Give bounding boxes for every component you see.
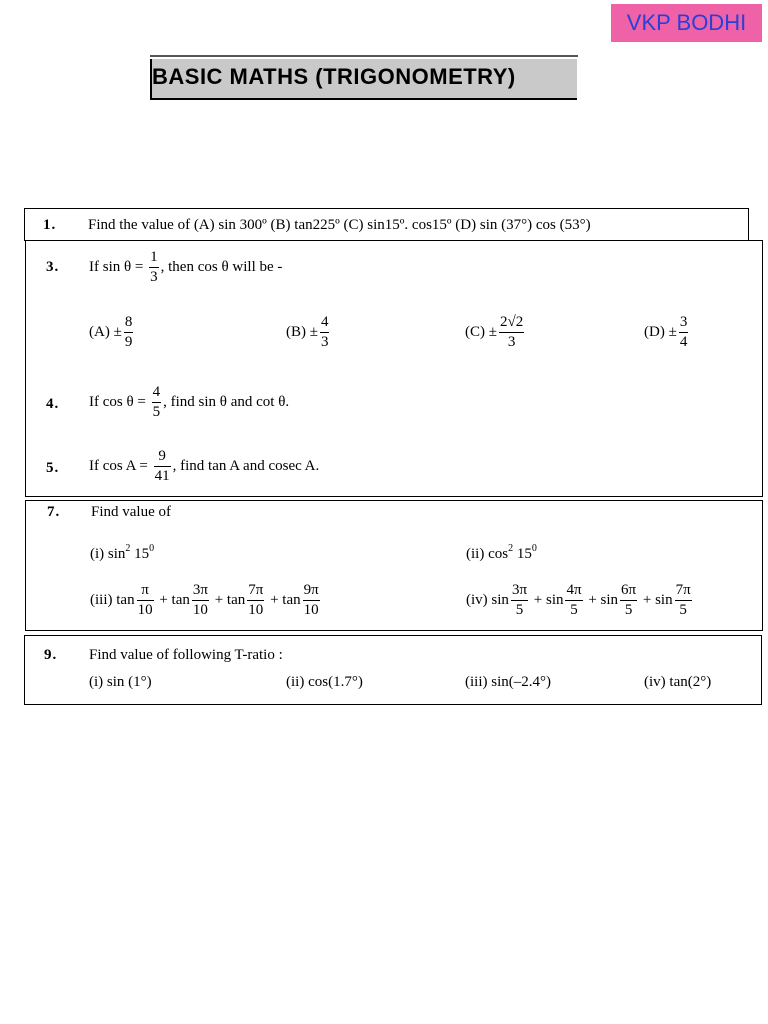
question-9-number: 9. [44, 647, 58, 663]
question-3-pre: If sin θ = [89, 259, 144, 275]
question-7-part-i: (i) $\sin^2 15^0$ [90, 543, 155, 562]
question-3-option-d: (D) ± $\frac{3}{4}$ [644, 314, 688, 351]
question-9-part-iv: (iv) tan(2°) [644, 674, 712, 690]
question-9-part-iii: (iii) sin(–2.4°) [465, 674, 551, 690]
question-3-stem [89, 247, 282, 287]
question-3-option-c: (C) ± $\frac{2√2}{3}$ [465, 314, 524, 351]
question-7-part-iii: (iii) tan $\frac{\pi}{10}$ + tan $\frac{3\pi}{10}$ + tan $\frac{7\pi}{10}$ + tan $\frac{9\pi}{10}$ [90, 582, 319, 619]
question-4-stem: If cos θ = $\frac{4}{5}$ , find sin θ and cot θ. [89, 384, 290, 421]
question-5-number: 5. [46, 460, 60, 476]
question-1-number: 1. [43, 217, 57, 233]
question-9-part-i: (i) sin (1°) [89, 674, 152, 690]
page-title: BASIC MATHS (TRIGONOMETRY) [152, 64, 516, 89]
question-3-post: , then cos θ will be - [160, 259, 283, 275]
question-7-part-ii: (ii) $\cos^2 15^0$ [466, 543, 537, 562]
question-3-fraction: $\frac{1}{3}$ [150, 249, 158, 286]
question-7-part-iv: (iv) sin $\frac{3\pi}{5}$ + sin $\frac{4\pi}{5}$ + sin $\frac{6\pi}{5}$ + sin $\frac{7\pi}{5}$ [466, 582, 691, 619]
question-1-text: Find the value of (A) sin 300º (B) tan225º (C) sin15º. cos15º (D) sin (37°) cos (53°) [88, 217, 591, 233]
question-7-text: Find value of [91, 504, 171, 520]
brand-badge: VKP BODHI [611, 4, 762, 42]
title-rule [150, 55, 578, 57]
question-9-part-ii: (ii) cos(1.7°) [286, 674, 363, 690]
question-4-fraction: $\frac{4}{5}$ [152, 384, 161, 421]
question-7-number: 7. [47, 504, 61, 520]
question-9-text: Find value of following T-ratio : [89, 647, 283, 663]
question-3-option-a: (A) ± $\frac{8}{9}$ [89, 314, 133, 351]
question-5-fraction: $\frac{9}{41}$ [154, 448, 170, 485]
question-3-option-b: (B) ± $\frac{4}{3}$ [286, 314, 329, 351]
question-4-number: 4. [46, 396, 60, 412]
question-3-number: 3. [46, 259, 60, 275]
question-5-stem: If cos A = $\frac{9}{41}$ , find tan A and cosec A. [89, 448, 320, 485]
